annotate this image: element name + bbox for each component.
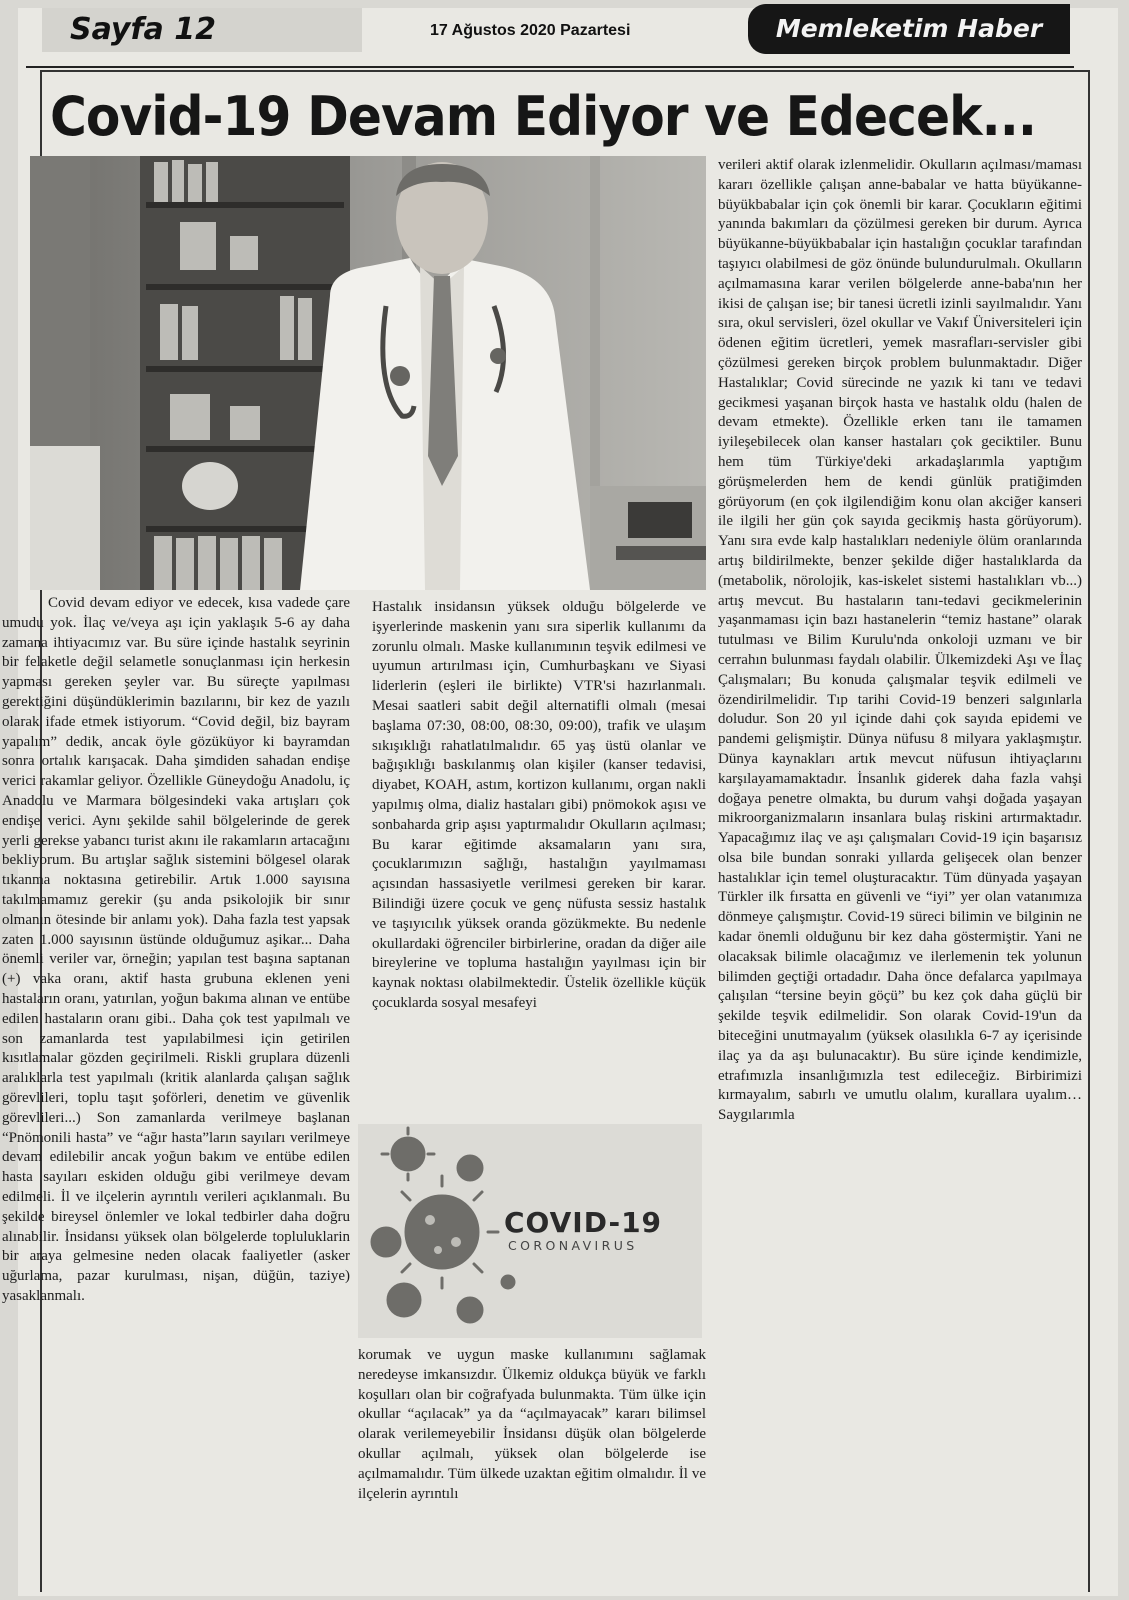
- article-column-1: [2, 594, 350, 1592]
- covid-image: [358, 1124, 702, 1338]
- covid-title: COVID-19: [504, 1206, 663, 1239]
- article-column-2-bottom: [358, 1346, 706, 1586]
- column-3-text: verileri aktif olarak izlenmelidir. Okulların açılması/maması kararı özellikle çalışan anne-babalar ve hatta büyükanne-büyükbabalar için çok önemli bir karar. Çocukların eğitimi yanında bakımları da çözülmesi gereken bir durum. Ayrıca büyükanne-büyükbabalar için hastalığın çocuklar tarafından taşıyıcı olabilmesi de göz önünde bulundurulmalı. Okulların açılmamasına karar verilen bölgelerde anne-baba'nın her ikisi de çalışan ise; bir tanesi ücretli izinli sayılmalıdır. Yanı sıra, okul servisleri, özel okullar ve Vakıf Üniversiteleri için ödenen eğitim ücretleri, yemek masrafları-servisler gibi çözülmesi gereken birçok problem bulunmaktadır. Diğer Hastalıklar; Covid sürecinde ne yazık ki tanı ve tedavi gecikmesi yaşanan birçok hasta ve hastalık oldu (halen de devam etmekte). Özellikle erken tanı ile tamamen iyileşebilecek olan kanser hastaları çok geciktiler. Bunu hem tüm Türkiye'deki arkadaşlarımla yaptığım görüşmelerden hem de kendi günlük pratiğimden görüyorum (en çok ilgilendiğim konu olan akciğer kanseri ile ilgili her gün çok sayıda gecikmiş hasta görüyorum). Yanı sıra evde kalp hastalıkları nedeniyle ölüm oranlarında artış bildirilmekte, benzer şekilde diğer hastalıklarda da (metabolik, nörolojik, kas-iskelet sistemi hastalıkları vb...) artış mevcut. Bu hastaların tanı-tedavi gecikmelerinin yaşanmaması için bazı hastanelerin “temiz hastane” olarak tutulması ve Bilim Kurulu'nda onkoloji uzmanı ve bir cerrahın bulunması faydalı olabilir. Ülkemizdeki Aşı ve İlaç Çalışmaları; Bu konuda çalışmalar teşvik edilmeli ve özendirilmelidir. Tıp tarihi Covid-19 benzeri salgınlarla doludur. Son 20 yıl içinde dahi çok sayıda epidemi ve pandemi gelişmiştir. Dünya nüfusu 8 milyara yaklaşmıştır. Dünya kaynakları artık mevcut nüfusun ihtiyaçlarını karşılayamamaktadır. İnsanlık giderek daha fazla vahşi doğaya penetre olmakta, bu durum vahşi doğada yaşayan mikroorganizmaların insanlara bulaş riskini artırmaktadır. Yapacağımız ilaç ve aşı çalışmaları Covid-19 için başarısız olsa bile bundan sonraki yıllarda gelişecek olan benzer hastalıklar için temel oluşturacaktır. Tüm dünyada yaşayan Türkler ilk fırsatta en güvenli ve “iyi” yer olan vatanımıza dönmeye çalışmıştır. Covid-19 süreci bilimin ve bilginin ne kadar önemli olduğunu bir kez daha göstermiştir. Yani ne olacaksak bilimle olacağımız ve ilerlemenin tek yolunun bilimden geçtiği ortadadır. Daha önce defalarca yapılmaya çalışılan “tersine beyin göçü” bu kez çok daha güçlü bir şekilde teşvik edilmelidir. Son olarak Covid-19'un da biteceğini unutmayalım (yüksek olasılıkla 6-7 ay içerisinde ilaç ya da aşı bulunacaktır). Bu süre içinde kendimizle, etrafımızla insanlığımızla test edileceğiz. Birbirimizi kırmayalım, sabırlı ve umutlu olalım, kurallara uyalım… Saygılarımla: [718, 157, 1082, 1124]
- article-column-2-top: [372, 598, 706, 1118]
- header-rule: [26, 18, 1074, 68]
- column-2-bottom-text: korumak ve uygun maske kullanımını sağlamak neredeyse imkansızdır. Ülkemiz oldukça büyük ve farklı koşulları olan bir coğrafyada bulunmakta. Tüm ülke için okullar “açılacak” ya da “açılmayacak” kararı bilimsel olarak verilemeyebilir İnsidansı düşük olan bölgelerde okullar açılmalı, yüksek olan bölgelerde ise açılmamalıdır. Tüm ülkede uzaktan eğitim olmalıdır. İl ve ilçelerin ayrıntılı: [358, 1347, 706, 1502]
- article-column-3: [718, 156, 1082, 1476]
- page-number: Sayfa 12: [42, 8, 362, 52]
- headline: Covid-19 Devam Ediyor ve Edecek...: [50, 85, 1037, 148]
- covid-subtitle: CORONAVIRUS: [508, 1238, 638, 1253]
- column-1-text: Covid devam ediyor ve edecek, kısa vadede çare umudu yok. İlaç ve/veya aşı için yaklaşık 5-6 ay daha zamana ihtiyacımız var. Bu süre içinde hastalık seyrinin bir felaketle değil selametle sonuçlanması için herkesin yapması gereken şeyler var. Bu süreçte yapılması gerektiğini düşündüklerimin bazılarını, bir kez de yazılı olarak ifade etmek istiyorum. “Covid değil, biz bayram yapalım” dedik, ancak öyle gözüküyor ki bayramdan sonra ortalık karışacak. Daha şimdiden sahadan endişe verici rakamlar geliyor. Özellikle Güneydoğu Anadolu, iç Anadolu ve Marmara bölgesindeki vaka artışları çok endişe verici. Aynı şekilde sahil bölgelerinde de gerek yerli gerekse yabancı turist akını ile rakamların artacağını bekliyorum. Bu artışlar sağlık sistemini bölgesel olarak tıkanma noktasına getirebilir. Artık 1.000 sayısına takılmamamız gerekir (şu anda psikolojik bir sınır olmanın ötesinde bir anlamı yok). Daha fazla test yapsak zaten 1.000 sayısının üstünde olduğumuz aşikar... Daha önemli veriler var, örneğin; yapılan test başına saptanan (+) vaka oranı, aktif hasta grubuna eklenen yeni hastaların oranı, yatırılan, yoğun bakıma alınan ve entübe edilen hastaların oranı gibi.. Daha çok test yapılmalı ve son zamanlarda test yapılabilmesi için getirilen kısıtlamalar gözden geçirilmeli. Riskli gruplara düzenli aralıklarla test yapılmalı (kritik alanlarda çalışan sağlık görevlileri, toplu taşıt şoförleri, denetim ve güvenlik görevlileri...) Son zamanlarda verilmeye başlanan “Pnömonili hasta” ve “ağır hasta”ların sayıları verilmeye devam edilebilir ancak yoğun bakım ve entübe edilen hasta sayıları eskiden olduğu gibi verilmeye devam edilmeli. İl ve ilçelerin ayrıntılı verileri açıklanmalı. Bu şekilde bireysel önlemler ve lokal tedbirler daha doğru alınabilir. İnsidansı yüksek olan bölgelerde topluluklarin bir araya gelmesine neden olacak faaliyetler (asker uğurlama, pazar kurulması, nişan, düğün, taziye) yasaklanmalı.: [2, 595, 350, 1304]
- issue-date: 17 Ağustos 2020 Pazartesi: [430, 22, 631, 39]
- doctor-photo: [30, 156, 706, 590]
- column-2-top-text: Hastalık insidansın yüksek olduğu bölgelerde ve işyerlerinde maskenin yanı sıra siperlik kullanımı da zorunlu olmalı. Maske kullanımının teşvik edilmesi ve uyumun artırılması için, Cumhurbaşkanı ve Siyasi liderlerin (eşleri ile birlikte) VTR'si hazırlanmalı. Mesai saatleri sabit değil alternatifli olmalı (mesai başlama 07:30, 08:00, 08:30, 09:00), trafik ve ulaşım sıkışıklığı rahatlatılmalıdır. 65 yaş üstü olanlar ve bağışıklığı baskılanmış olan kişiler (kanser tedavisi, diyabet, KOAH, astım, kortizon kullanımı, organ nakli yapılmış olma, dializ hastaları gibi) pnömokok aşısı ve sonbaharda grip aşısı yaptırmalıdır Okulların açılması; Bu karar eğitimde aksamaların yanı sıra, çocuklarımızın sağlığı, hastalığın yayılmaması açısından hassasiyetle verilmesi gereken bir karar. Bilindiği üzere çocuk ve genç nüfusta sessiz hastalık ve taşıyıcılık yüksek oranda gözükmekte. Bu nedenle okullardaki öğrenciler birbirlerine, oradan da diğer aile bireylerine ve topluma hastalığın yayılması için bir kaynak noktası olabilmektedir. Üstelik özellikle küçük çocuklarda sosyal mesafeyi: [372, 599, 706, 1011]
- newspaper-name: Memleketim Haber: [748, 4, 1070, 54]
